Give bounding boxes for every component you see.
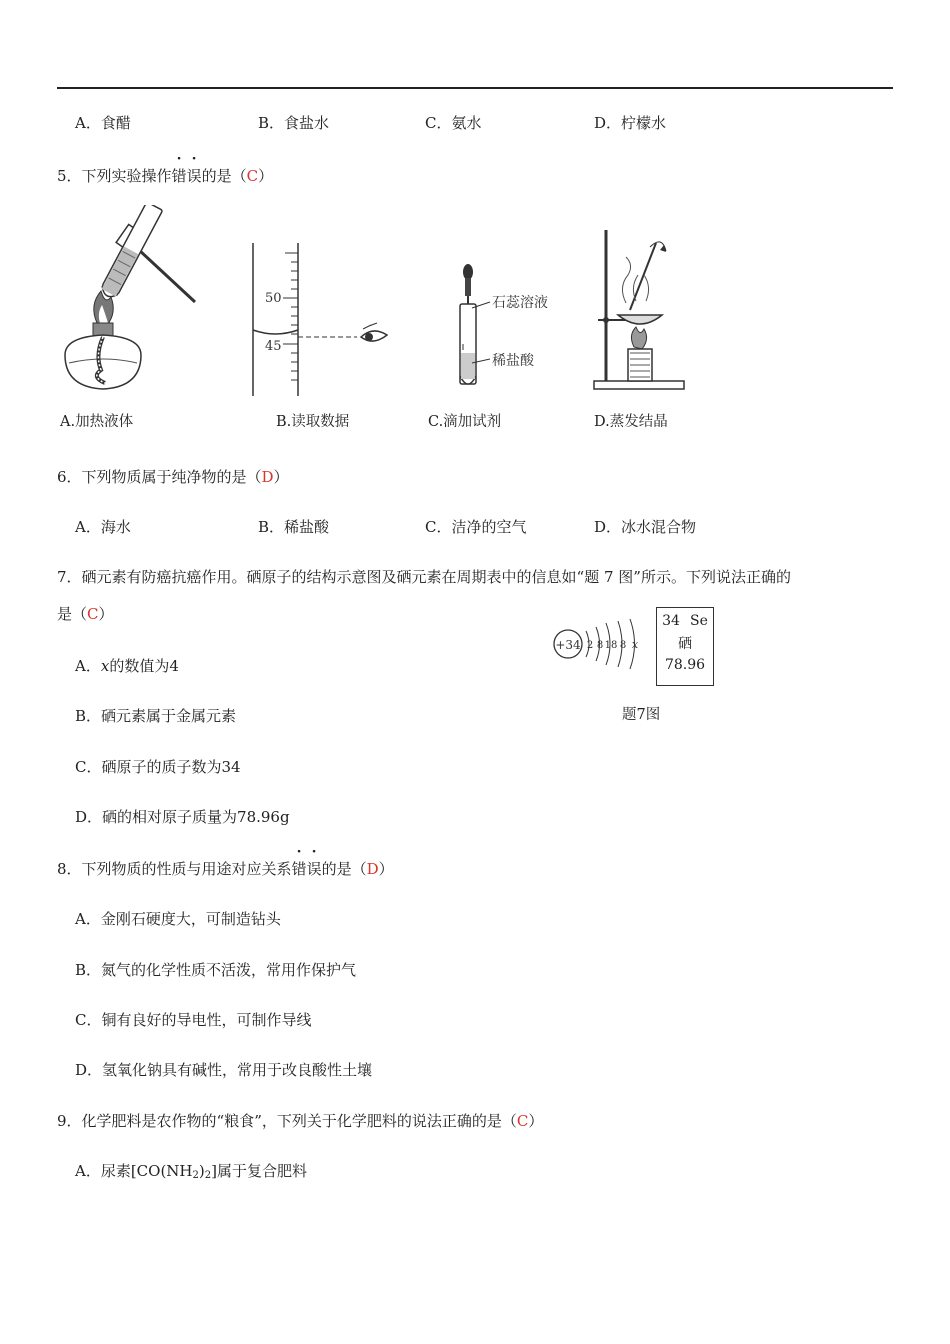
q7-stem-line2: 是（C） <box>57 605 114 623</box>
atomic-mass: 78.96 <box>664 657 706 673</box>
element-number: 34 <box>662 613 680 629</box>
evaporation-figure <box>590 225 690 395</box>
q7-option-a: A．x的数值为4 <box>75 657 179 675</box>
q6-stem: 6．下列物质属于纯净物的是（D） <box>57 468 289 486</box>
q6-option-a: A．海水 <box>75 518 131 536</box>
shell-1: 2 <box>586 640 594 651</box>
q7-option-b: B．硒元素属于金属元素 <box>75 707 237 725</box>
caption-d: D.蒸发结晶 <box>594 414 668 430</box>
q4-option-d: D．柠檬水 <box>594 114 667 132</box>
q4-option-b: B．食盐水 <box>258 114 330 132</box>
q8-stem: 8．下列物质的性质与用途对应关系错误的是（D） <box>57 860 394 878</box>
caption-c: C.滴加试剂 <box>428 414 502 430</box>
q8-option-c: C．铜有良好的导电性，可制作导线 <box>75 1011 312 1029</box>
caption-b: B.读取数据 <box>276 414 350 430</box>
figure-7-caption: 题7图 <box>622 707 661 723</box>
answer: C <box>246 167 259 185</box>
q9-stem: 9．化学肥料是农作物的“粮食”，下列关于化学肥料的说法正确的是（C） <box>57 1112 544 1130</box>
emphasis-char: 错 <box>171 167 187 185</box>
q8-option-b: B．氮气的化学性质不活泼，常用作保护气 <box>75 961 357 979</box>
cylinder-label-45: 45 <box>265 339 282 354</box>
q6-option-d: D．冰水混合物 <box>594 518 697 536</box>
read-cylinder-figure <box>245 238 400 400</box>
q8-option-a: A．金刚石硬度大，可制造钻头 <box>75 910 281 928</box>
dropping-reagent-figure <box>450 258 575 393</box>
shell-2: 8 <box>596 640 604 651</box>
q4-option-c: C．氨水 <box>425 114 482 132</box>
q4-option-a: A．食醋 <box>75 114 131 132</box>
header-rule <box>57 87 893 89</box>
answer: D <box>261 468 274 486</box>
nucleus-charge: +34 <box>555 638 581 652</box>
q6-option-b: B．稀盐酸 <box>258 518 330 536</box>
q7-option-d: D．硒的相对原子质量为78.96g <box>75 808 290 826</box>
shell-5: x <box>631 638 639 651</box>
eye-icon <box>361 331 387 341</box>
q7-option-c: C．硒原子的质子数为34 <box>75 758 241 776</box>
cylinder-label-50: 50 <box>265 291 282 306</box>
q8-option-d: D．氢氧化钠具有碱性，常用于改良酸性土壤 <box>75 1061 373 1079</box>
shell-3: 18 <box>604 640 618 651</box>
q7-stem-line1: 7．硒元素有防癌抗癌作用。硒原子的结构示意图及硒元素在周期表中的信息如“题 7 图”所示。下列说法正确的 <box>57 568 791 586</box>
emphasis-char: 误 <box>186 167 202 185</box>
q6-option-c: C．洁净的空气 <box>425 518 527 536</box>
periodic-table-cell <box>656 607 714 686</box>
emphasis-char: 误 <box>306 860 322 878</box>
element-name: 硒 <box>678 636 692 652</box>
q5-stem: 5．下列实验操作错误的是（C） <box>57 167 274 185</box>
acid-label: 稀盐酸 <box>492 353 534 369</box>
answer: C <box>516 1112 529 1130</box>
caption-a: A.加热液体 <box>60 414 134 430</box>
element-symbol: Se <box>690 613 708 629</box>
emphasis-char: 错 <box>291 860 307 878</box>
atom-structure-diagram <box>550 615 650 675</box>
heating-liquid-figure <box>55 205 205 400</box>
q9-option-a: A．尿素$[CO(NH_2)_2]$属于复合肥料 <box>75 1162 307 1181</box>
shell-4: 8 <box>619 640 627 651</box>
answer: C <box>87 605 99 623</box>
litmus-label: 石蕊溶液 <box>492 295 548 311</box>
answer: D <box>366 860 379 878</box>
